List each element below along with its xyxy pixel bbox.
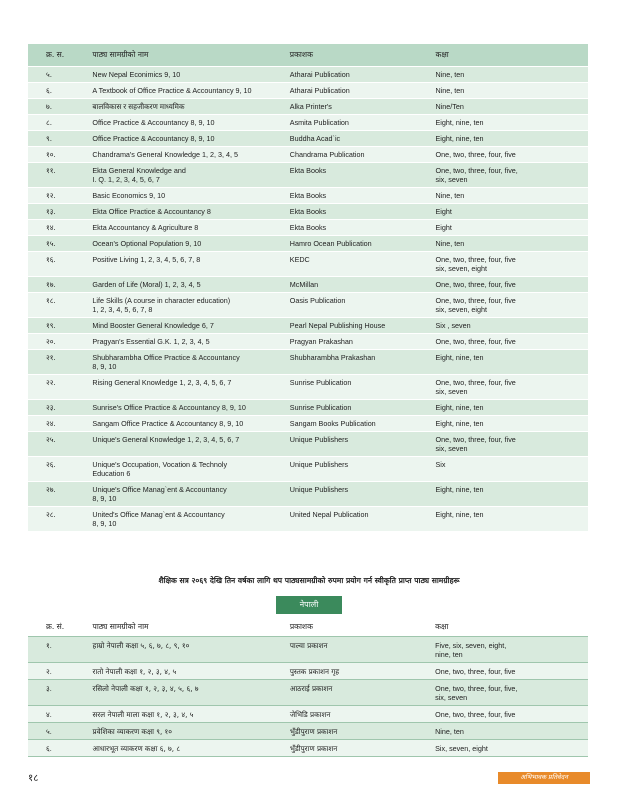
table-row (28, 131, 588, 147)
cell-name: सरल नेपाली माला कक्षा १, २, ३, ४, ५ (93, 706, 290, 723)
cell-name: आधारभूत व्याकरण कक्षा ६, ७, ८ (93, 740, 290, 757)
footer-label: अभिभावक प्रतिवेदन (498, 772, 590, 784)
cell-name: Pragyan's Essential G.K. 1, 2, 3, 4, 5 (92, 334, 289, 350)
cell-grade: Six (435, 457, 588, 482)
cell-name: रसिलो नेपाली कक्षा १, २, ३, ४, ५, ६, ७ (93, 680, 290, 706)
cell-sn: १२. (28, 188, 92, 204)
cell-grade: Eight (435, 204, 588, 220)
table-row (28, 507, 588, 532)
table-row (28, 99, 588, 115)
cell-name: Shubharambha Office Practice & Accountancy 8, 9, 10 (92, 350, 289, 375)
col-header-publisher: प्रकाशक (290, 618, 435, 637)
cell-name: Office Practice & Accountancy 8, 9, 10 (92, 131, 289, 147)
cell-publisher: Pragyan Prakashan (290, 334, 436, 350)
cell-name: Basic Economics 9, 10 (92, 188, 289, 204)
cell-sn: ५. (28, 723, 93, 740)
cell-publisher: Unique Publishers (290, 432, 436, 457)
cell-sn: २७. (28, 482, 92, 507)
cell-grade: Nine, ten (435, 83, 588, 99)
cell-grade: Nine/Ten (435, 99, 588, 115)
table-row (28, 188, 588, 204)
cell-grade: One, two, three, four, five six, seven, eight (435, 252, 588, 277)
cell-name: Unique's Office Manag`ent & Accountancy 8, 9, 10 (92, 482, 289, 507)
cell-grade: Eight, nine, ten (435, 131, 588, 147)
table-row (28, 663, 588, 680)
cell-publisher: जेभिडि प्रकाशन (290, 706, 435, 723)
table-row (28, 740, 588, 757)
cell-sn: १६. (28, 252, 92, 277)
cell-grade: Eight, nine, ten (435, 400, 588, 416)
cell-name: Sunrise's Office Practice & Accountancy 8, 9, 10 (92, 400, 289, 416)
cell-grade: Nine, ten (435, 67, 588, 83)
col-header-grade: कक्षा (435, 618, 588, 637)
cell-publisher: Ekta Books (290, 188, 436, 204)
cell-name: Rising General Knowledge 1, 2, 3, 4, 5, 6, 7 (92, 375, 289, 400)
cell-publisher: Ekta Books (290, 220, 436, 236)
cell-name: Ekta Office Practice & Accountancy 8 (92, 204, 289, 220)
cell-sn: १४. (28, 220, 92, 236)
cell-publisher: Unique Publishers (290, 457, 436, 482)
cell-grade: One, two, three, four, five (435, 277, 588, 293)
cell-grade: Eight, nine, ten (435, 416, 588, 432)
cell-publisher: पुस्तक प्रकाशन गृह (290, 663, 435, 680)
cell-sn: ९. (28, 131, 92, 147)
cell-sn: २१. (28, 350, 92, 375)
table-row (28, 115, 588, 131)
col-header-sn: क्र. स. (28, 44, 92, 67)
cell-grade: Eight, nine, ten (435, 507, 588, 532)
cell-publisher: McMillan (290, 277, 436, 293)
cell-sn: ७. (28, 99, 92, 115)
cell-publisher: Atharai Publication (290, 83, 436, 99)
cell-sn: २. (28, 663, 93, 680)
cell-grade: Eight, nine, ten (435, 350, 588, 375)
cell-grade: One, two, three, four, five (435, 147, 588, 163)
table-row (28, 83, 588, 99)
cell-sn: १५. (28, 236, 92, 252)
cell-sn: २३. (28, 400, 92, 416)
col-header-grade: कक्षा (435, 44, 588, 67)
cell-name: रातो नेपाली कक्षा १, २, ३, ४, ५ (93, 663, 290, 680)
cell-sn: ५. (28, 67, 92, 83)
table-row (28, 637, 588, 663)
table-row (28, 220, 588, 236)
cell-publisher: Sangam Books Publication (290, 416, 436, 432)
table-row (28, 67, 588, 83)
cell-name: Sangam Office Practice & Accountancy 8, 9, 10 (92, 416, 289, 432)
cell-publisher: Pearl Nepal Publishing House (290, 318, 436, 334)
table-row (28, 680, 588, 706)
approved-textbooks-table (28, 44, 588, 531)
cell-grade: One, two, three, four, five six, seven (435, 432, 588, 457)
cell-grade: Six, seven, eight (435, 740, 588, 757)
cell-publisher: Hamro Ocean Publication (290, 236, 436, 252)
table-row (28, 350, 588, 375)
cell-publisher: Sunrise Publication (290, 375, 436, 400)
cell-name: Mind Booster General Knowledge 6, 7 (92, 318, 289, 334)
col-header-publisher: प्रकाशक (290, 44, 436, 67)
cell-grade: One, two, three, four, five, six, seven (435, 680, 588, 706)
cell-sn: १०. (28, 147, 92, 163)
table-row (28, 416, 588, 432)
cell-sn: १. (28, 637, 93, 663)
table-row (28, 482, 588, 507)
cell-grade: Six , seven (435, 318, 588, 334)
cell-name: Chandrama's General Knowledge 1, 2, 3, 4, 5 (92, 147, 289, 163)
cell-grade: One, two, three, four, five six, seven (435, 375, 588, 400)
cell-sn: ६. (28, 740, 93, 757)
cell-name: Garden of Life (Moral) 1, 2, 3, 4, 5 (92, 277, 289, 293)
cell-grade: Eight, nine, ten (435, 115, 588, 131)
cell-grade: One, two, three, four, five (435, 706, 588, 723)
cell-name: प्रवेशिका व्याकरण कक्षा ९, १० (93, 723, 290, 740)
cell-name: United's Office Manag`ent & Accountancy 8, 9, 10 (92, 507, 289, 532)
cell-sn: ११. (28, 163, 92, 188)
table-row (28, 293, 588, 318)
table-row (28, 318, 588, 334)
table-header-row (28, 44, 588, 67)
approval-note: शैक्षिक सत्र २०६९ देखि तिन वर्षका लागि थप पाठ्यसामग्रीको रुपमा प्रयोग गर्न स्वीकृति प्राप्त पाठ्य सामग्रीहरू (158, 576, 460, 585)
cell-sn: १९. (28, 318, 92, 334)
table-body (28, 67, 588, 532)
table-row (28, 277, 588, 293)
cell-sn: २५. (28, 432, 92, 457)
cell-grade: One, two, three, four, five, six, seven (435, 163, 588, 188)
cell-name: Office Practice & Accountancy 8, 9, 10 (92, 115, 289, 131)
cell-name: बालविकास र सहजीकरण माध्यमिक (92, 99, 289, 115)
cell-name: हाम्रो नेपाली कक्षा ५, ६, ७, ८, ९, १० (93, 637, 290, 663)
table-row (28, 147, 588, 163)
cell-name: Ocean's Optional Population 9, 10 (92, 236, 289, 252)
table-row (28, 706, 588, 723)
cell-name: Unique's Occupation, Vocation & Technoly Education 6 (92, 457, 289, 482)
table-body (28, 637, 588, 757)
cell-publisher: भुँडीपुराण प्रकाशन (290, 740, 435, 757)
cell-grade: Nine, ten (435, 723, 588, 740)
table-row (28, 204, 588, 220)
cell-sn: २८. (28, 507, 92, 532)
cell-publisher: Sunrise Publication (290, 400, 436, 416)
cell-sn: १७. (28, 277, 92, 293)
cell-sn: १८. (28, 293, 92, 318)
cell-publisher: Asmita Publication (290, 115, 436, 131)
table-row (28, 723, 588, 740)
cell-publisher: Shubharambha Prakashan (290, 350, 436, 375)
cell-name: Unique's General Knowledge 1, 2, 3, 4, 5, 6, 7 (92, 432, 289, 457)
cell-sn: १३. (28, 204, 92, 220)
cell-grade: Nine, ten (435, 236, 588, 252)
cell-publisher: Buddha Acad`ic (290, 131, 436, 147)
cell-grade: One, two, three, four, five (435, 663, 588, 680)
cell-publisher: Alka Printer's (290, 99, 436, 115)
cell-grade: One, two, three, four, five six, seven, eight (435, 293, 588, 318)
cell-grade: Nine, ten (435, 188, 588, 204)
cell-sn: २२. (28, 375, 92, 400)
cell-sn: २६. (28, 457, 92, 482)
cell-sn: ८. (28, 115, 92, 131)
table-row (28, 375, 588, 400)
cell-sn: ३. (28, 680, 93, 706)
cell-publisher: Chandrama Publication (290, 147, 436, 163)
cell-publisher: Oasis Publication (290, 293, 436, 318)
cell-sn: ६. (28, 83, 92, 99)
col-header-sn: क्र. सं. (28, 618, 93, 637)
table-row (28, 400, 588, 416)
table-row (28, 252, 588, 277)
table-row (28, 334, 588, 350)
cell-grade: Eight (435, 220, 588, 236)
cell-name: Ekta General Knowledge and I. Q. 1, 2, 3, 4, 5, 6, 7 (92, 163, 289, 188)
cell-publisher: Unique Publishers (290, 482, 436, 507)
col-header-name: पाठ्य सामग्रीको नाम (93, 618, 290, 637)
cell-name: New Nepal Econimics 9, 10 (92, 67, 289, 83)
cell-name: Life Skills (A course in character education) 1, 2, 3, 4, 5, 6, 7, 8 (92, 293, 289, 318)
table-row (28, 163, 588, 188)
cell-publisher: United Nepal Publication (290, 507, 436, 532)
cell-publisher: KEDC (290, 252, 436, 277)
table-header-row (28, 618, 588, 637)
cell-publisher: Ekta Books (290, 204, 436, 220)
page-number: १८ (28, 773, 39, 784)
table-row (28, 457, 588, 482)
table-row (28, 236, 588, 252)
cell-publisher: पाल्वा प्रकाशन (290, 637, 435, 663)
cell-name: Positive Living 1, 2, 3, 4, 5, 6, 7, 8 (92, 252, 289, 277)
cell-name: A Textbook of Office Practice & Accountancy 9, 10 (92, 83, 289, 99)
cell-name: Ekta Accountancy & Agriculture 8 (92, 220, 289, 236)
section-tag-nepali: नेपाली (276, 596, 342, 614)
cell-publisher: आठराई प्रकाशन (290, 680, 435, 706)
col-header-name: पाठ्य सामग्रीको नाम (92, 44, 289, 67)
cell-grade: Five, six, seven, eight, nine, ten (435, 637, 588, 663)
cell-grade: Eight, nine, ten (435, 482, 588, 507)
nepali-textbooks-table (28, 618, 588, 757)
cell-publisher: भुँडीपुराण प्रकाशन (290, 723, 435, 740)
cell-publisher: Ekta Books (290, 163, 436, 188)
cell-sn: २४. (28, 416, 92, 432)
table-row (28, 432, 588, 457)
cell-grade: One, two, three, four, five (435, 334, 588, 350)
cell-sn: २०. (28, 334, 92, 350)
cell-sn: ४. (28, 706, 93, 723)
cell-publisher: Atharai Publication (290, 67, 436, 83)
